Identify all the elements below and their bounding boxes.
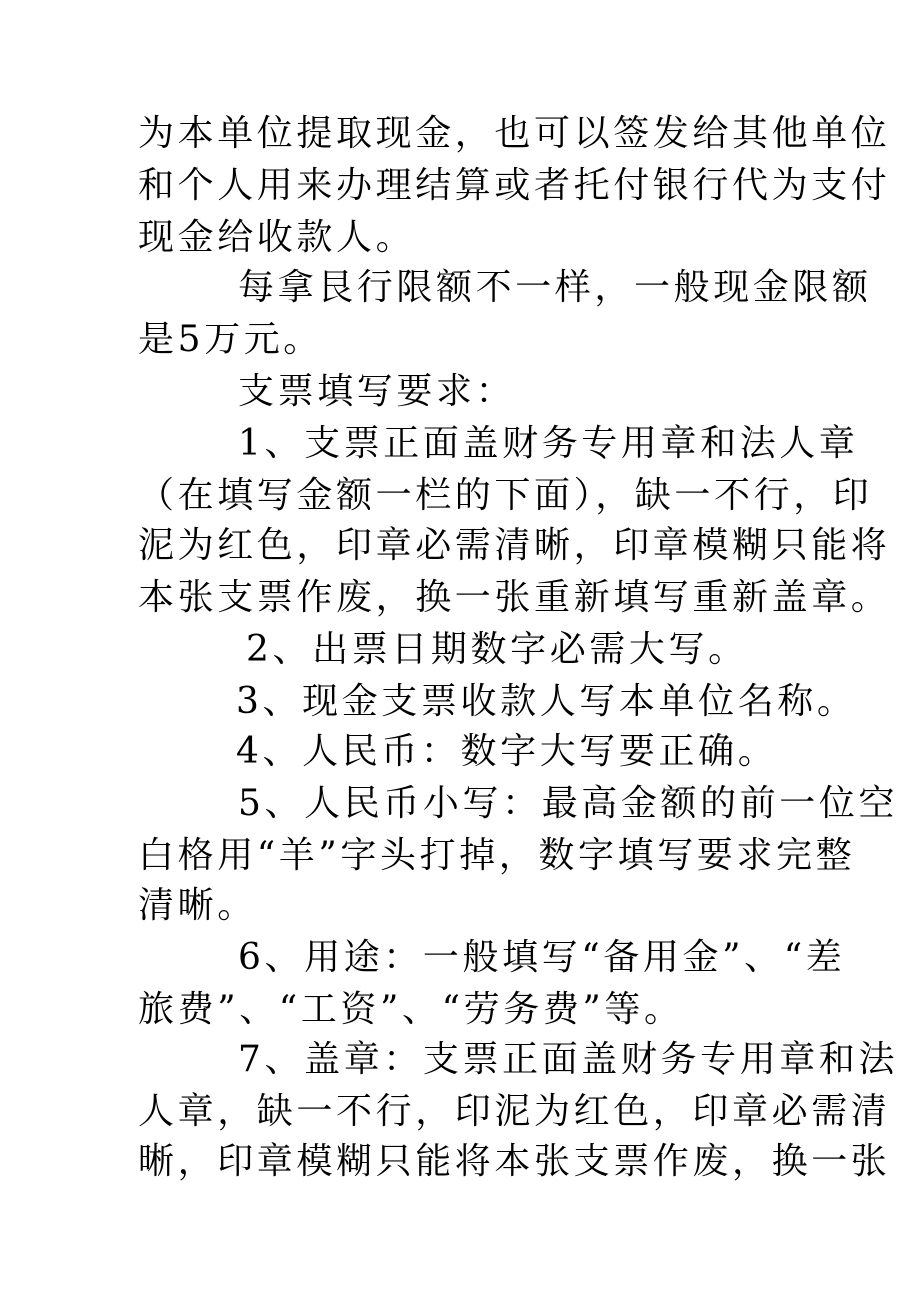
text-line-13: 4、人民币：数字大写要正确。 — [236, 731, 778, 772]
text-line-18: 旅费”、“工资”、“劳务费”等。 — [138, 989, 684, 1030]
text-line-10: 本张支票作废，换一张重新填写重新盖章。 — [138, 577, 891, 618]
text-line-15: 白格用“羊”字头打掉，数字填写要求完整 — [138, 835, 856, 876]
text-line-9: 泥为红色，印章必需清晰，印章模糊只能将 — [138, 525, 891, 566]
text-line-1: 为本单位提取现金，也可以签发给其他单位 — [138, 113, 891, 154]
text-line-17: 6、用途：一般填写“备用金”、“差 — [238, 937, 846, 978]
text-line-14: 5、人民币小写：最高金额的前一位空 — [238, 783, 899, 824]
text-line-5: 是5万元。 — [138, 319, 323, 360]
text-line-11: 2、出票日期数字必需大写。 — [246, 629, 748, 670]
text-line-2: 和个人用来办理结算或者托付银行代为支付 — [138, 165, 891, 206]
text-line-8: （在填写金额一栏的下面），缺一不行，印 — [138, 475, 873, 516]
text-line-4: 每拿艮行限额不一样，一般现金限额 — [238, 267, 872, 308]
text-line-20: 人章，缺一不行，印泥为红色，印章必需清 — [138, 1091, 891, 1132]
text-line-12: 3、现金支票收款人写本单位名称。 — [236, 681, 857, 722]
text-line-19: 7、盖章：支票正面盖财务专用章和法 — [238, 1039, 899, 1080]
text-line-21: 晰，印章模糊只能将本张支票作废，换一张 — [138, 1141, 891, 1182]
text-line-6: 支票填写要求： — [238, 371, 516, 412]
text-line-3: 现金给收款人。 — [138, 217, 416, 258]
text-line-16: 清晰。 — [138, 885, 257, 926]
text-line-7: 1、支票正面盖财务专用章和法人章 — [238, 423, 859, 464]
